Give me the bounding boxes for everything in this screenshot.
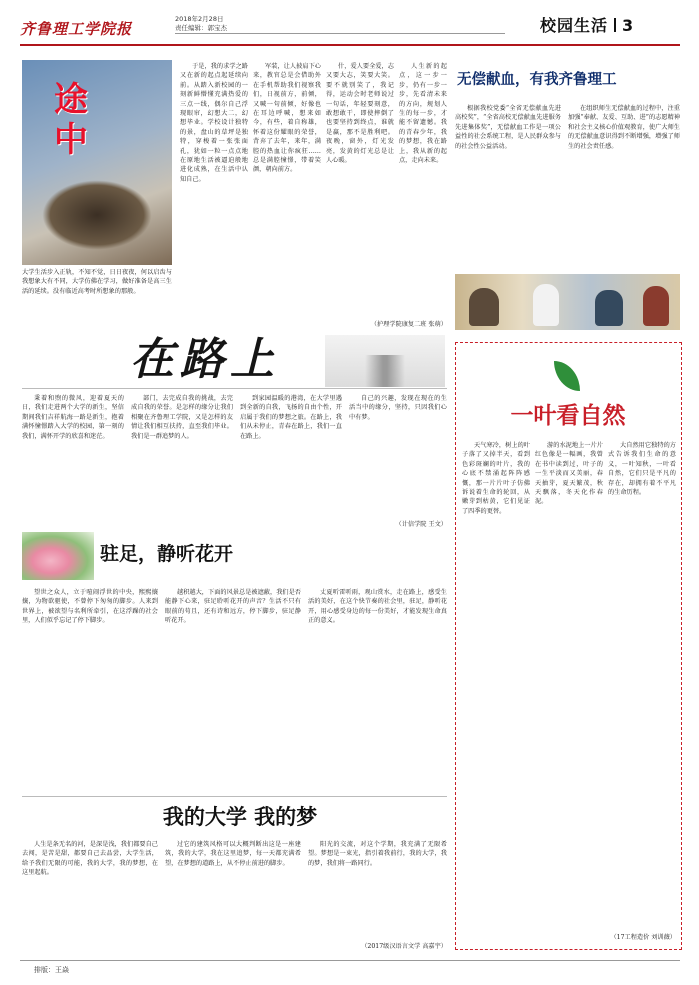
tuzhong-image (22, 60, 172, 265)
zailushang-column-4: 自己的兴趣，发现在现在的生活当中的缘分，坚持，只因我们心中有梦。 (349, 395, 447, 421)
tuzhong-column-4: 人生新的起点，这一步一步，仍有一步一步，先看清未来的方向，规划人生的每一步，才能不留遗憾。我的青春少年，我的梦想，我在路上，我从新的起点，走向未来。 (399, 63, 447, 165)
zailushang-road-image (325, 335, 445, 387)
daxue-column-1: 人生是条无名的河，是深是浅，我们都要自己去闯，是苦是甜，都要自己去品尝，大学生活，给予我们无限的可能，我的大学，我的梦想，在这里起航。 (22, 841, 158, 877)
tuzhong-column-3: 什，爱人要全爱，志又要大志，笑要大笑。要不就别笑了，我记得，运动会时老师说过一句话，年轻要刻意，敢想敢干，即使摔倒了也要坚持到终点，谁就是赢，那不是胜利吧。夜晚，窗外，灯光发亮，发黄的灯光总是让人心暖。 (326, 63, 394, 165)
daxue-column-2: 过它的建筑风格可以大概判断出这是一座建筑，我的大学，我在这里追梦，每一天都充满希望，在梦想的道路上，从不停止前进的脚步。 (165, 841, 301, 867)
donor-figure-4 (643, 286, 669, 326)
daxue-credit: （2017级汉语言文学 高嘉宇） (361, 943, 447, 950)
tuzhong-column-1: 于是，我的求学之路又在新的起点起延续向前。从踏入新校园的一刻新鲜懵懂充满热爱的三点一线，偶尔自己浮现眼帘，幻想大二，幻想毕业。学校设计独特的景，盘山的草坪是独特，穿梭着一张张面孔，犹如一粒一点点地在原地生活被逼迫般地进化成熟，在生活中认知自己。 (180, 63, 248, 183)
tuzhong-caption: 大学生活步入正轨，不知不觉，日日夜夜，何以启齿与我想象大有不同，大学仿佛在学习，做好准备是高三生活的延续。没有临近高考时所想象的那般。 (22, 269, 172, 295)
wuchang-header (455, 58, 680, 100)
zailushang-column-3: 到家园温暖的港湾，在大学里遇到全新的自我，飞扬的自由个性，开启属于我们的梦想之旅。在路上，我们从未停止，青春在路上，我们一直在路上。 (240, 395, 342, 440)
yiye-credit: （17工程造价 刘训薇） (610, 934, 676, 941)
section-title: 校园生活 (540, 16, 609, 35)
editor-line (175, 24, 505, 34)
donor-figure-2 (533, 284, 559, 326)
yiye-column-3: 大自然用它独特的方式告诉我们生命的意义，一叶知秋，一叶看自然，它们只是平凡的存在，却拥有着不平凡的生命历程。 (608, 442, 676, 497)
masthead-meta (175, 15, 505, 34)
section-header (540, 16, 635, 35)
donor-figure-3 (595, 290, 623, 326)
yiye-column-2: 游的水泥地上一片片红色像是一幅画，我曾在书中读到过，叶子的一生平淡而又美丽，春天抽芽，夏天繁茂，秋天飘落，冬天化作春泥。 (535, 442, 603, 506)
zailushang-credit: （计信学院 王文） (395, 521, 447, 528)
zhuzu-column-1: 望世之众人，立于喧闹浮世的中央，熙熙攘攘，为物欲驱使，不曾停下匆匆的脚步。人来到世界上，被欲望与名利所牵引，在这浮躁的社会里，人们似乎忘记了停下脚步。 (22, 589, 158, 625)
zailushang-column-1: 秉着和煦的微风，迎着夏天的日，我们走进两个大学的新生，坚信期间我们吉祥航海一路是新生，抱着满怀憧憬踏入大学的校园，第一刻的我们，满怀开学的欣喜和迷茫。 (22, 395, 124, 440)
zailushang-rule (22, 388, 447, 389)
page-footer (20, 960, 680, 978)
yiye-box (455, 342, 682, 950)
daxue-column-3: 阳光的交流，对这个学期，我充满了无限希望。梦想是一束光，指引着我前行，我的大学，我的梦，我们将一路同行。 (308, 841, 447, 867)
zhuzu-column-2: 越积越大，下面的风景总是被遮蔽，我们是否能静下心来，驻足聆听花开的声音？生活不只有眼前的苟且，还有诗和远方，停下脚步，驻足静听花开。 (165, 589, 301, 625)
masthead-rule (20, 44, 680, 46)
zailushang-column-2: 部门，去完成自我的挑战，去完成自我的荣誉。是怎样的缘分让我们相聚在齐鲁理工学院，又是怎样的友情让我们相互扶持，直至我们毕业。我们是一群追梦的人。 (131, 395, 233, 440)
donor-figure-1 (469, 288, 499, 326)
page-number: 3 (622, 16, 635, 35)
wuchang-photo (455, 274, 680, 330)
leaf-icon (554, 361, 580, 391)
layout-credit: 排版：王焱 (34, 966, 69, 974)
yiye-title: 一叶看自然 (510, 403, 626, 429)
yiye-column-1: 天气寒冷，树上的叶子落了又掉半天，看到色彩斑斓的叶片，我的心底不禁涌起阵阵感慨，那一片片叶子仿佛诉说着生命的轮回，从嫩芽到枯黄，它们见证了四季的更替。 (462, 442, 530, 515)
tuzhong-credit: （护理学院康复二班 张萌） (370, 321, 447, 328)
wuchang-column-1: 根据我校党委“全省无偿献血先进高校奖”，“全省高校无偿献血先进服务先进集体奖”，无偿献血工作是一项公益性的社会系统工程，是人民群众参与的社会性公益活动。 (455, 105, 561, 150)
tuzhong-title: 途中 (54, 80, 88, 160)
zailushang-title: 在路上 (130, 334, 280, 385)
wuchang-title: 无偿献血，有我齐鲁理工 (457, 72, 617, 88)
zhuzu-title: 驻足，静听花开 (100, 543, 234, 565)
tuzhong-column-2: 军装，让人披肩下心来，教官总是会借助外在手机帮助我们视察我们，日视前方，前倾，又喊一句前倾，好像也在耳边呼喊，想来如今，有些，着自称雄，怀着这份耀眼的荣誉，背弃了去年，来年，满腔的热血让你疯狂……总是满腔憧憬，带着笑颜，朝向前方。 (253, 63, 321, 174)
newspaper-logo: 齐鲁理工学院报 (20, 20, 133, 38)
daxue-title: 我的大学 我的梦 (162, 805, 318, 829)
road-shape (365, 355, 405, 387)
zhuzu-lotus-image (22, 532, 94, 580)
daxue-rule (22, 796, 447, 797)
tuzhong-silhouette (42, 180, 152, 250)
section-divider (614, 18, 616, 32)
issue-date: 2018年2月28日 (175, 15, 224, 23)
zhuzu-column-3: 丈夏听雷听雨，观山赏水，走在路上，感受生活的美好，在这个快节奏的社会里，驻足，静听花开，用心感受身边的每一份美好，才能发现生命真正的意义。 (308, 589, 447, 625)
wuchang-column-2: 在组织师生无偿献血的过程中，注重加强“奉献、友爱、互助、进”的志愿精神和社会主义核心价值观教育，使广大师生的无偿献血意识得到不断增强，增强了师生的社会责任感。 (568, 105, 680, 150)
editor-name: 责任编辑：郭宝杰 (175, 24, 227, 32)
